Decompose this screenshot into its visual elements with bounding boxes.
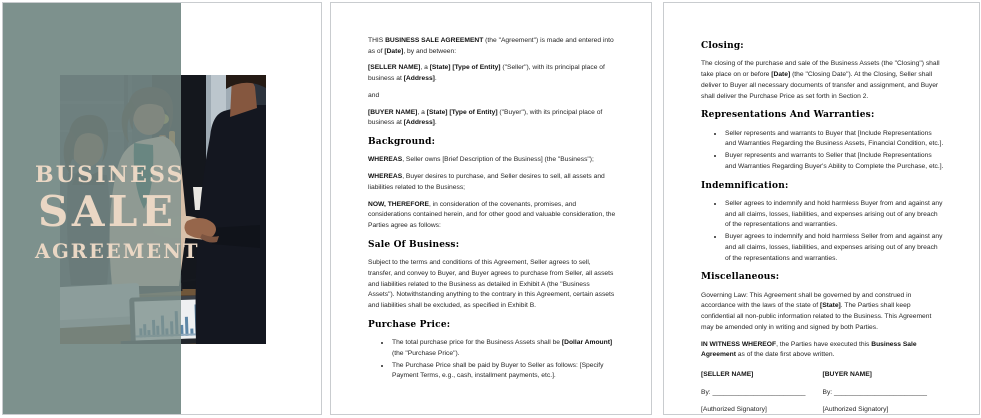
section-heading: Indemnification:: [701, 180, 789, 191]
party-name: [SELLER NAME]: [701, 370, 754, 378]
section-heading: Representations And Warranties:: [701, 110, 875, 121]
bullet-item: • Buyer agrees to indemnify and hold harmless Seller from and against any and all claims, losses, liabilities, and expenses arising out of any breach of the representations and warranties.: [724, 232, 944, 264]
section-heading: Miscellaneous:: [701, 272, 780, 283]
signatory-title: [Authorized Signatory]: [701, 406, 767, 414]
bullet-list: [701, 129, 944, 173]
signature-buyer: [823, 370, 945, 415]
paragraph: and: [368, 91, 380, 99]
signature-block: [701, 370, 944, 415]
cover-title-line3: AGREEMENT: [35, 240, 200, 263]
bullet-item: • Seller agrees to indemnify and hold harmless Buyer from and against any and all claims, losses, liabilities, and expenses arising out of any breach of the representations and warranties.: [724, 199, 944, 231]
signature-line: By: _________________________: [822, 388, 928, 396]
paragraph: THIS BUSINESS SALE AGREEMENT (the "Agreement") is made and entered into as of [Date], by and between:: [368, 37, 614, 55]
bullet-item: • The total purchase price for the Business Assets shall be [Dollar Amount] (the "Purchase Price").: [391, 338, 616, 359]
cover-title: [35, 164, 200, 262]
cover-page: [2, 2, 322, 415]
paragraph: [BUYER NAME], a [State] [Type of Entity] ("Buyer"), with its principal place of business at [Address].: [368, 108, 603, 127]
paragraph: WHEREAS, Seller owns [Brief Description of the Business] (the "Business");: [368, 156, 594, 164]
section-heading: Closing:: [701, 41, 744, 51]
bullet-item: • Buyer represents and warrants to Seller that [Include Representations and Warranties Regarding Buyer's Ability to Complete the Purchase, etc.].: [724, 151, 944, 172]
cover-title-line1: BUSINESS: [35, 162, 185, 188]
paragraph: WHEREAS, Buyer desires to purchase, and Seller desires to sell, all assets and liabilities related to the Business;: [368, 173, 605, 191]
paragraph: NOW, THEREFORE, in consideration of the covenants, promises, and considerations contained herein, and for other good and valuable consideration, the Parties agree as follows:: [368, 200, 616, 230]
paragraph: The closing of the purchase and sale of the Business Assets (the "Closing") shall take place on or before [Date] (the "Closing Date"). At the Closing, Seller shall deliver to Buyer all necessary documents of transfer and assignment, and Buyer shall deliver the Purchase Price as set forth in Section 2.: [701, 60, 940, 100]
signature-seller: [701, 370, 823, 415]
party-name: [BUYER NAME]: [822, 370, 872, 378]
agreement-page-2: [663, 2, 980, 415]
bullet-list: [368, 338, 616, 382]
paragraph: Governing Law: This Agreement shall be governed by and construed in accordance with the laws of the state of [State]. The Parties shall keep confidential all non-public information related to the Business. This Agreement may be amended only in writing and signed by both Parties.: [701, 291, 932, 331]
signatory-title: [Authorized Signatory]: [822, 406, 889, 414]
bullet-list: [701, 199, 944, 264]
section-heading: Sale Of Business:: [368, 239, 460, 250]
signature-line: By: _________________________: [701, 388, 806, 396]
paragraph: IN WITNESS WHEREOF, the Parties have executed this Business Sale Agreement as of the date first above written.: [701, 340, 917, 359]
cover-title-line2: SALE: [38, 187, 177, 236]
bullet-item: • Seller represents and warrants to Buyer that [Include Representations and Warranties Regarding the Business Assets, Financial Condition, etc.].: [724, 129, 944, 150]
section-heading: Background:: [368, 137, 436, 148]
paragraph: [SELLER NAME], a [State] [Type of Entity] ("Seller"), with its principal place of business at [Address].: [368, 64, 605, 83]
section-heading: Purchase Price:: [368, 319, 451, 330]
agreement-page-1: [330, 2, 652, 415]
bullet-item: • The Purchase Price shall be paid by Buyer to Seller as follows: [Specify Payment Terms, e.g., cash, installment payments, etc.].: [391, 361, 616, 382]
paragraph: Subject to the terms and conditions of this Agreement, Seller agrees to sell, transfer, and convey to Buyer, and Buyer agrees to purchase from Seller, all assets and liabilities related to the Business as detailed in Exhibit A (the "Business Assets"). Notwithstanding anything to the contrary in this Agreement, certain assets and liabilities shall be excluded, as specified in Exhibit B.: [368, 259, 615, 309]
